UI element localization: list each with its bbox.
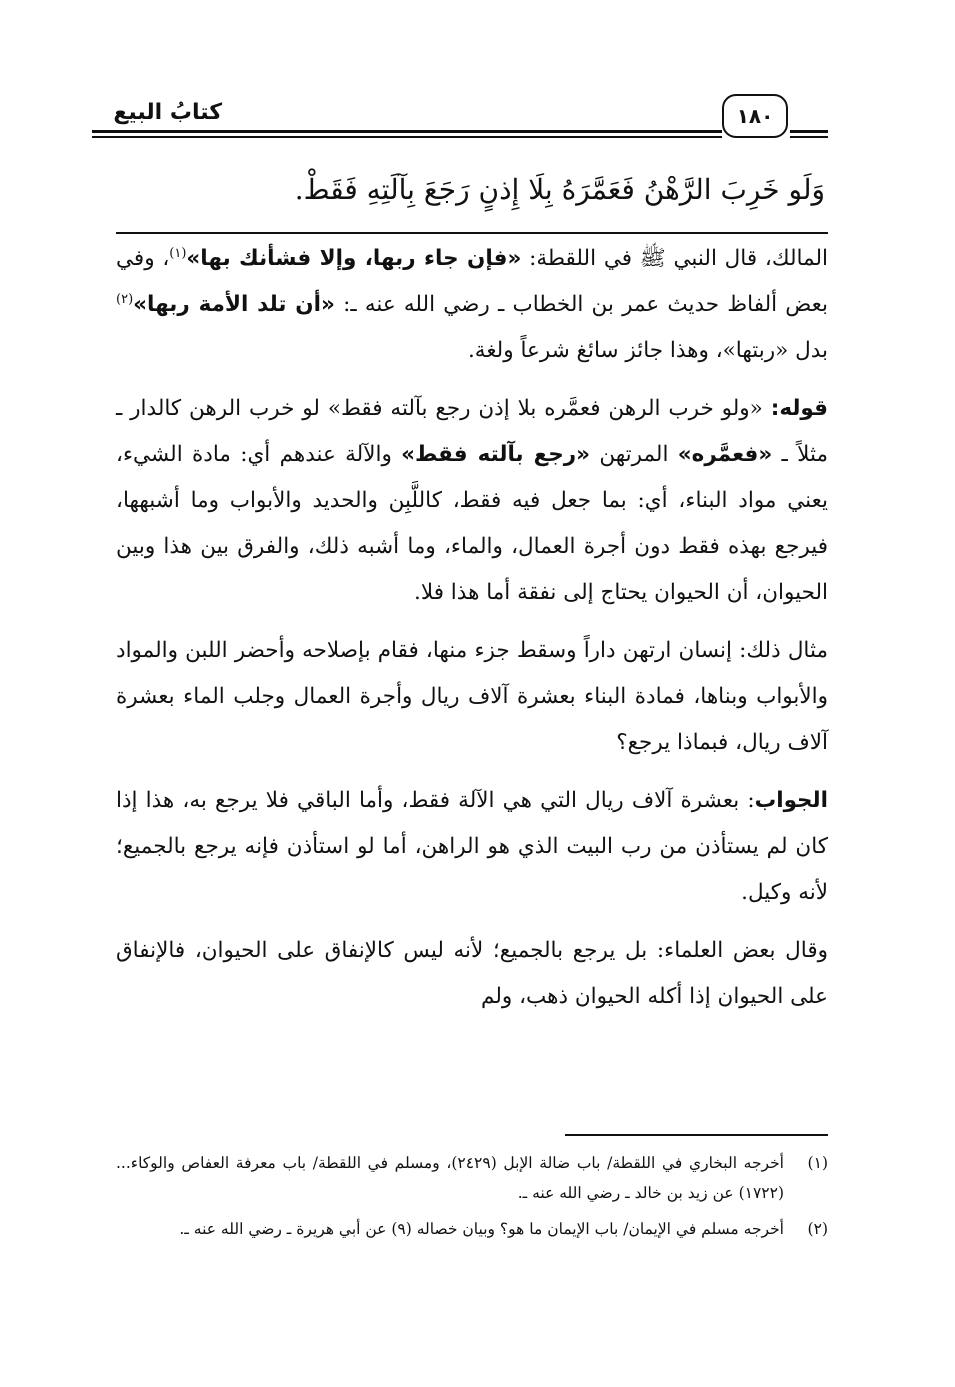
matn-quote: «فعمَّره» xyxy=(677,442,773,467)
page-number: ١٨٠ xyxy=(722,94,788,138)
paragraph-3: مثال ذلك: إنسان ارتهن داراً وسقط جزء منها، فقام بإصلاحه وأحضر اللبن والمواد والأبواب وبناها، فمادة البناء بعشرة آلاف ريال وأجرة العمال وجلب الماء بعشرة آلاف ريال، فبماذا يرجع؟ xyxy=(116,638,828,755)
matn-quote: «رجع بآلته فقط» xyxy=(401,442,591,467)
paragraph-4 xyxy=(116,778,828,916)
footnote-text: أخرجه البخاري في اللقطة/ باب ضالة الإبل (٢٤٢٩)، ومسلم في اللقطة/ باب معرفة العفاص والوكاء... (١٧٢٢) عن زيد بن خالد ـ رضي الله عنه ـ. xyxy=(116,1154,784,1202)
header-rule-right xyxy=(790,130,828,133)
footnote-separator xyxy=(565,1134,828,1136)
footnote-2 xyxy=(116,1214,828,1244)
footnote-ref-1[interactable]: (١) xyxy=(169,245,187,261)
matn-text: وَلَو خَرِبَ الرَّهْنُ فَعَمَّرَهُ بِلَا إِذنٍ رَجَعَ بِآلَتِهِ فَقَطْ. xyxy=(294,173,825,206)
text-run: المالك، قال النبي ﷺ في اللقطة: xyxy=(521,246,828,271)
book-title: كتابُ البيع xyxy=(113,100,222,125)
hadith-quote: «أن تلد الأمة ربها» xyxy=(133,292,335,317)
text-run: «ولو خرب الرهن فعمَّره بلا إذن رجع بآلته فقط» لو خرب الرهن كالدار ـ مثلاً ـ xyxy=(116,396,828,467)
text-run: والآلة عندهم أي: مادة الشيء، يعني مواد البناء، أي: بما جعل فيه فقط، كاللَّبِن والحديد والأبواب وما أشبهها، فيرجع بهذه فقط دون أجرة العمال، والماء، وما أشبه ذلك، والفرق بين هذا وبين الحيوان، أن الحيوان يحتاج إلى نفقة أما هذا فلا. xyxy=(116,442,828,605)
hadith-quote: «فإن جاء ربها، وإلا فشأنك بها» xyxy=(186,246,522,271)
header-rule-right-thin xyxy=(790,136,828,138)
paragraph-2 xyxy=(116,386,828,616)
footnote-number: (١) xyxy=(807,1154,828,1172)
text-run: المرتهن xyxy=(590,442,678,467)
paragraph-1 xyxy=(116,236,828,374)
footnote-1 xyxy=(116,1148,828,1208)
paragraph-5: وقال بعض العلماء: بل يرجع بالجميع؛ لأنه ليس كالإنفاق على الحيوان، فالإنفاق على الحيوان إذا أكله الحيوان ذهب، ولم xyxy=(116,938,828,1009)
footnotes xyxy=(116,1148,828,1250)
footnote-number: (٢) xyxy=(807,1220,828,1238)
answer-label: الجواب xyxy=(754,788,828,813)
commentary-body xyxy=(116,236,828,1032)
header-rule-left-thin xyxy=(92,136,722,138)
text-run: بدل «ربتها»، وهذا جائز سائغ شرعاً ولغة. xyxy=(467,338,828,363)
qawluhu-label: قوله: xyxy=(770,396,828,421)
header-rule-left xyxy=(92,130,722,133)
text-run: ، وفي بعض ألفاظ حديث عمر بن الخطاب ـ رضي الله عنه ـ: xyxy=(116,246,828,317)
matn-separator xyxy=(116,232,828,234)
text-run: : بعشرة آلاف ريال التي هي الآلة فقط، وأما الباقي فلا يرجع به، هذا إذا كان لم يستأذن من رب البيت الذي هو الراهن، أما لو استأذن فإنه يرجع بالجميع؛ لأنه وكيل. xyxy=(116,788,828,905)
footnote-text: أخرجه مسلم في الإيمان/ باب الإيمان ما هو؟ وبيان خصاله (٩) عن أبي هريرة ـ رضي الله عنه ـ. xyxy=(179,1220,784,1238)
footnote-ref-2[interactable]: (٢) xyxy=(116,291,134,307)
